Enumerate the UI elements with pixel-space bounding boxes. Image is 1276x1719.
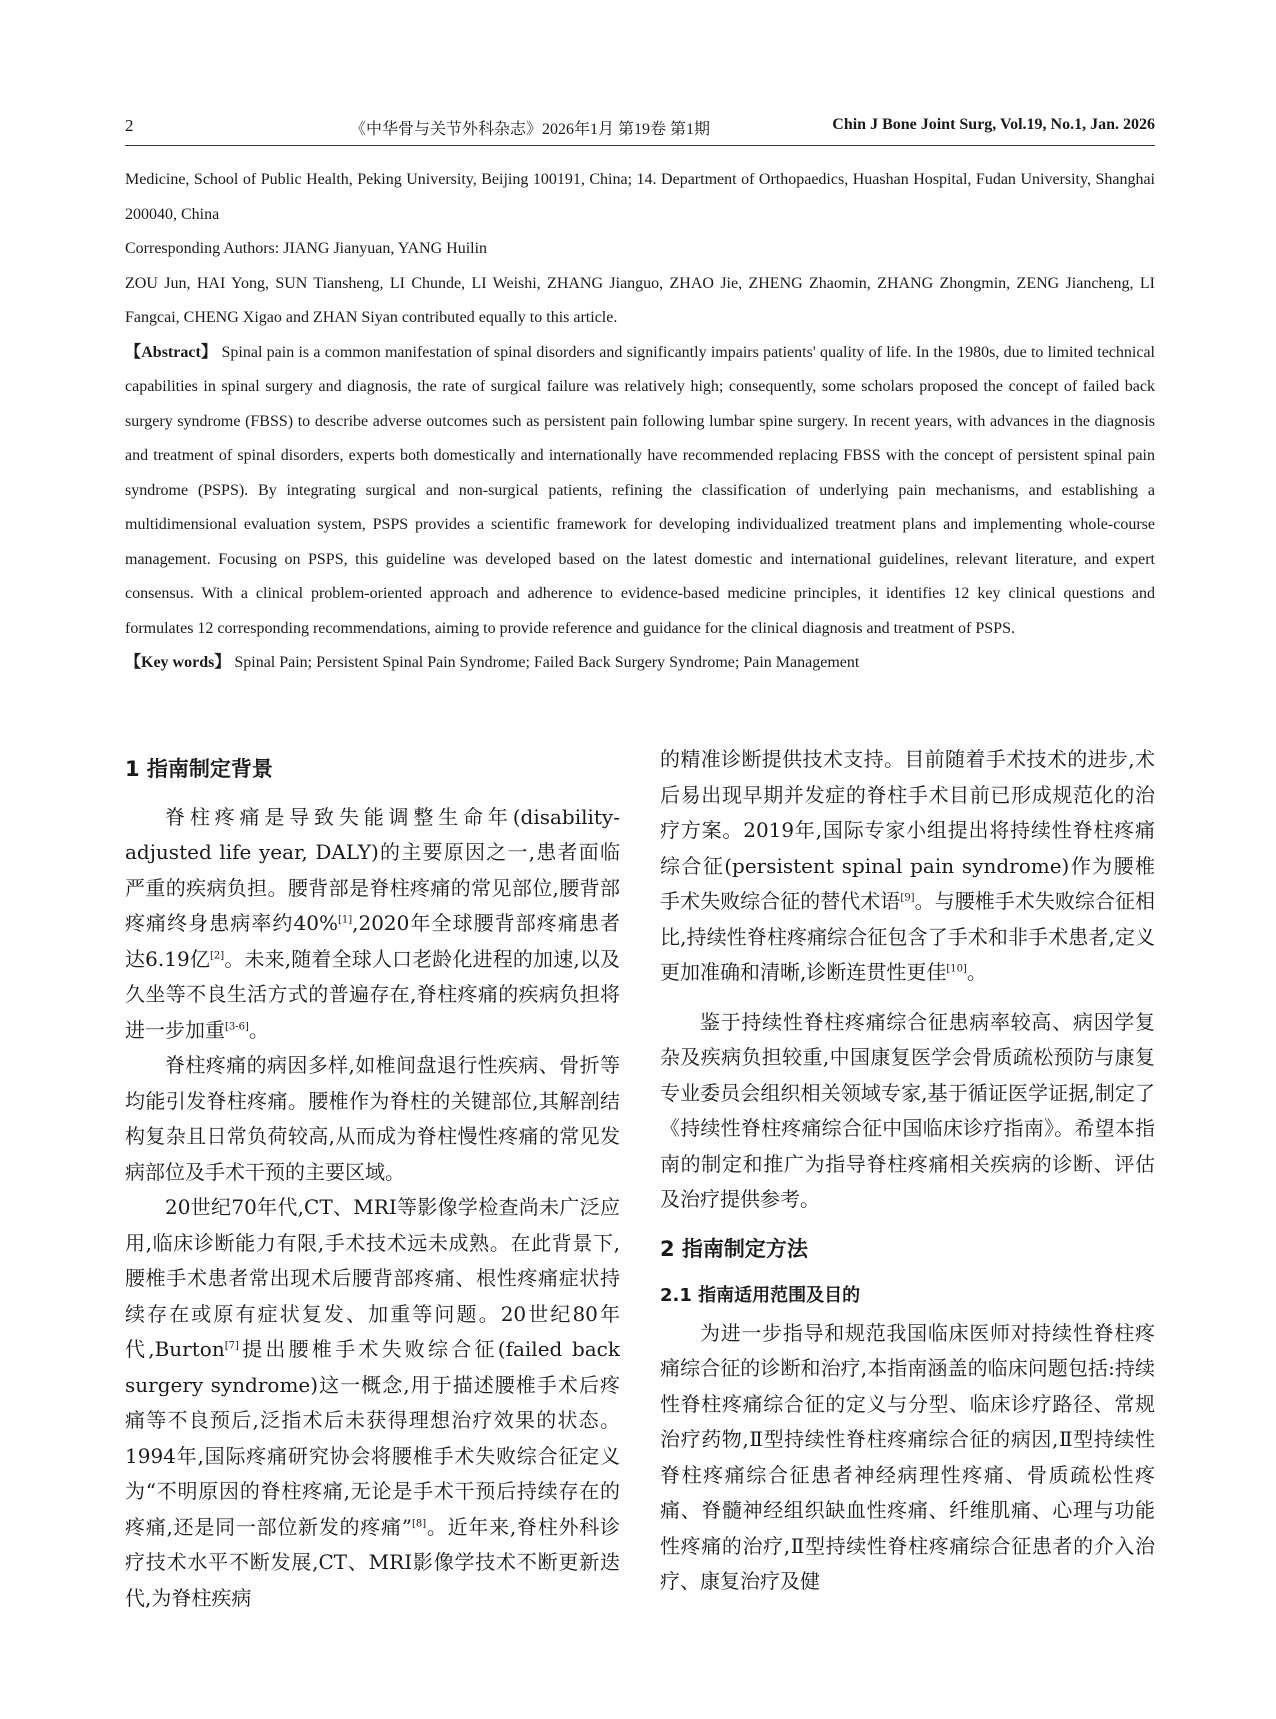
- front-matter: [125, 163, 1155, 681]
- citation: [8]: [412, 1517, 427, 1529]
- abstract-text: Spinal pain is a common manifestation of spinal disorders and significantly impairs patients' quality of life. In the 1980s, due to limited technical capabilities in spinal surgery and diagnosis, the rate of surgical failure was relatively high; consequently, some scholars proposed the concept of failed back surgery syndrome (FBSS) to describe adverse outcomes such as persistent pain following lumbar spine surgery. In recent years, with advances in the diagnosis and treatment of spinal disorders, experts both domestically and internationally have recommended replacing FBSS with the concept of persistent spinal pain syndrome (PSPS). By integrating surgical and non-surgical patients, refining the classification of underlying pain mechanisms, and establishing a multidimensional evaluation system, PSPS provides a scientific framework for developing individualized treatment plans and implementing whole-course management. Focusing on PSPS, this guideline was developed based on the latest domestic and international guidelines, relevant literature, and expert consensus. With a clinical problem-oriented approach and adherence to evidence-based medicine principles, it identifies 12 key clinical questions and formulates 12 corresponding recommendations, aiming to provide reference and guidance for the clinical diagnosis and treatment of PSPS.: [125, 343, 1155, 637]
- paragraph: 鉴于持续性脊柱疼痛综合征患病率较高、病因学复杂及疾病负担较重,中国康复医学会骨质疏松预防与康复专业委员会组织相关领域专家,基于循证医学证据,制定了《持续性脊柱疼痛综合征中国临床诊疗指南》。希望本指南的制定和推广为指导脊柱疼痛相关疾病的诊断、评估及治疗提供参考。: [660, 1009, 1155, 1211]
- header-rule: [125, 145, 1155, 146]
- citation: [2]: [209, 949, 225, 961]
- section-heading-2: 2 指南制定方法: [660, 1236, 808, 1261]
- paragraph: 20世纪70年代,CT、MRI等影像学检查尚未广泛应用,临床诊断能力有限,手术技术远未成熟。在此背景下,腰椎手术患者常出现术后腰背部疼痛、根性疼痛症状持续存在或原有症状复发、加重等问题。20世纪80年代,Burton[7]提出腰椎手术失败综合征(failed back surgery syndrome)这一概念,用于描述腰椎手术后疼痛等不良预后,泛指术后未获得理想治疗效果的状态。1994年,国际疼痛研究协会将腰椎手术失败综合征定义为“不明原因的脊柱疼痛,无论是手术干预后持续存在的疼痛,还是同一部位新发的疼痛”[8]。近年来,脊柱外科诊疗技术水平不断发展,CT、MRI影像学技术不断更新迭代,为脊柱疾病: [125, 1195, 620, 1610]
- abstract-label: 【Abstract】: [125, 343, 218, 361]
- keywords-label: 【Key words】: [125, 654, 231, 671]
- paragraph: 脊柱疼痛是导致失能调整生命年(disability-adjusted life year, DALY)的主要原因之一,患者面临严重的疾病负担。腰背部是脊柱疼痛的常见部位,腰背部疼痛终身患病率约40%[1],2020年全球腰背部疼痛患者达6.19亿[2]。未来,随着全球人口老龄化进程的加速,以及久坐等不良生活方式的普遍存在,脊柱疼痛的疾病负担将进一步加重[3-6]。: [125, 804, 621, 1042]
- affiliation-continued: Medicine, School of Public Health, Peking University, Beijing 100191, China; 14. Department of Orthopaedics, Huashan Hospital, Fudan University, Shanghai 200040, China: [125, 171, 1155, 223]
- equal-contribution-note: ZOU Jun, HAI Yong, SUN Tiansheng, LI Chunde, LI Weishi, ZHANG Jianguo, ZHAO Jie, ZHENG Zhaomin, ZHANG Zhongmin, ZENG Jiancheng, LI Fangcai, CHENG Xigao and ZHAN Siyan contributed equally to this article.: [125, 274, 1155, 326]
- corresponding-authors: Corresponding Authors: JIANG Jianyuan, YANG Huilin: [125, 240, 488, 257]
- left-column: [125, 746, 620, 1616]
- citation: [7]: [224, 1340, 239, 1352]
- abstract: [125, 336, 1155, 647]
- citation: [9]: [900, 892, 915, 904]
- subsection-heading-2-1: 2.1 指南适用范围及目的: [660, 1285, 861, 1306]
- citation: [1]: [337, 914, 353, 926]
- paragraph: 的精准诊断提供技术支持。目前随着手术技术的进步,术后易出现早期并发症的脊柱手术目前已形成规范化的治疗方案。2019年,国际专家小组提出将持续性脊柱疼痛综合征(persistent spinal pain syndrome)作为腰椎手术失败综合征的替代术语[9]。与腰椎手术失败综合征相比,持续性脊柱疼痛综合征包含了手术和非手术患者,定义更加准确和清晰,诊断连贯性更佳[10]。: [660, 747, 1156, 984]
- citation: [10]: [946, 963, 967, 975]
- page-number: 2: [125, 116, 134, 135]
- paragraph: 脊柱疼痛的病因多样,如椎间盘退行性疾病、骨折等均能引发脊柱疼痛。腰椎作为脊柱的关键部位,其解剖结构复杂且日常负荷较高,从而成为脊柱慢性疼痛的常见发病部位及手术干预的主要区域。: [125, 1053, 620, 1184]
- running-header: [125, 116, 1155, 146]
- citation: [3-6]: [225, 1020, 249, 1032]
- keywords: [125, 646, 1155, 681]
- journal-title-en: Chin J Bone Joint Surg, Vol.19, No.1, Jan. 2026: [832, 116, 1155, 133]
- paragraph: 为进一步指导和规范我国临床医师对持续性脊柱疼痛综合征的诊断和治疗,本指南涵盖的临床问题包括:持续性脊柱疼痛综合征的定义与分型、临床诊疗路径、常规治疗药物,Ⅱ型持续性脊柱疼痛综合征的病因,Ⅱ型持续性脊柱疼痛综合征患者神经病理性疼痛、骨质疏松性疼痛、脊髓神经组织缺血性疼痛、纤维肌痛、心理与功能性疼痛的治疗,Ⅱ型持续性脊柱疼痛综合征患者的介入治疗、康复治疗及健: [660, 1320, 1155, 1593]
- keywords-text: Spinal Pain; Persistent Spinal Pain Syndrome; Failed Back Surgery Syndrome; Pain Management: [230, 654, 860, 671]
- section-heading-1: 1 指南制定背景: [125, 757, 273, 781]
- right-column: [660, 742, 1155, 1600]
- journal-title-cn: 《中华骨与关节外科杂志》2026年1月 第19卷 第1期: [350, 121, 711, 138]
